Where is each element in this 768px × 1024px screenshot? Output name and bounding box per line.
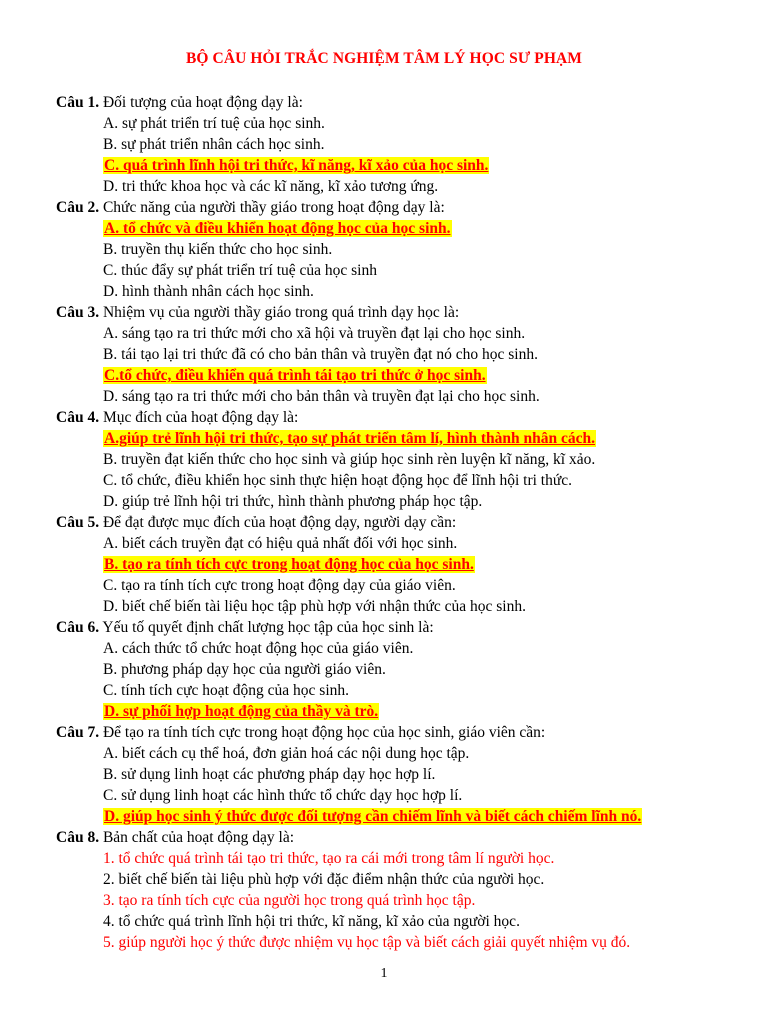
answer-option-text: B. tái tạo lại tri thức đã có cho bản thân và truyền đạt nó cho học sinh. <box>103 346 538 363</box>
question-text: Mục đích của hoạt động dạy là: <box>102 409 299 426</box>
question-text: Để đạt được mục đích của hoạt động dạy, người dạy cần: <box>102 514 457 531</box>
answer-option-text: B. truyền thụ kiến thức cho học sinh. <box>103 241 333 258</box>
answer-option <box>56 449 746 470</box>
answer-option-text: D. sáng tạo ra tri thức mới cho bản thân và truyền đạt lại cho học sinh. <box>103 388 540 405</box>
question-label: Câu 1. <box>56 94 100 111</box>
page-number: 1 <box>380 966 388 981</box>
question-stem <box>56 197 746 218</box>
question-label: Câu 3. <box>56 304 100 321</box>
answer-option <box>56 491 746 512</box>
question-stem <box>56 722 746 743</box>
answer-option <box>56 764 746 785</box>
question-text: Yếu tố quyết định chất lượng học tập của học sinh là: <box>102 619 434 636</box>
answer-option-text: C. tạo ra tính tích cực trong hoạt động dạy của giáo viên. <box>103 577 456 594</box>
answer-option-text: 2. biết chế biến tài liệu phù hợp với đặc điểm nhận thức của người học. <box>103 871 545 888</box>
question-label: Câu 2. <box>56 199 100 216</box>
answer-option <box>56 869 746 890</box>
answer-option-correct <box>56 428 746 449</box>
question-text: Chức năng của người thầy giáo trong hoạt động dạy là: <box>102 199 445 216</box>
answer-option-text: B. sự phát triển nhân cách học sinh. <box>103 136 325 153</box>
answer-option-correct <box>56 365 746 386</box>
answer-option <box>56 785 746 806</box>
answer-option-text: 3. tạo ra tính tích cực của người học trong quá trình học tập. <box>103 892 476 909</box>
answer-option <box>56 680 746 701</box>
question-stem <box>56 827 746 848</box>
question-label: Câu 5. <box>56 514 100 531</box>
answer-option <box>56 575 746 596</box>
answer-option-text: C.tổ chức, điều khiển quá trình tái tạo tri thức ở học sinh. <box>104 367 486 384</box>
question-block <box>56 197 746 302</box>
answer-option <box>56 281 746 302</box>
answer-option-text: D. hình thành nhân cách học sinh. <box>103 283 314 300</box>
question-stem <box>56 92 746 113</box>
question-block <box>56 92 746 197</box>
question-label: Câu 4. <box>56 409 100 426</box>
question-text: Đối tượng của hoạt động dạy là: <box>102 94 303 111</box>
answer-option <box>56 113 746 134</box>
answer-option-text: D. sự phối hợp hoạt động của thầy và trò. <box>104 703 379 720</box>
answer-option-text: C. tính tích cực hoạt động của học sinh. <box>103 682 350 699</box>
question-stem <box>56 407 746 428</box>
answer-option-text: C. thúc đẩy sự phát triển trí tuệ của học sinh <box>103 262 377 279</box>
question-text: Nhiệm vụ của người thầy giáo trong quá trình dạy học là: <box>102 304 460 321</box>
answer-option-text: C. tổ chức, điều khiển học sinh thực hiện hoạt động học để lĩnh hội tri thức. <box>103 472 573 489</box>
answer-option-correct <box>56 155 746 176</box>
question-label: Câu 8. <box>56 829 100 846</box>
question-block <box>56 722 746 827</box>
answer-option <box>56 848 746 869</box>
answer-option <box>56 344 746 365</box>
answer-option-text: A. biết cách truyền đạt có hiệu quả nhất đối với học sinh. <box>103 535 458 552</box>
answer-option-text: 5. giúp người học ý thức được nhiệm vụ học tập và biết cách giải quyết nhiệm vụ đó. <box>103 934 631 951</box>
question-block <box>56 512 746 617</box>
answer-option <box>56 470 746 491</box>
question-block <box>56 827 746 953</box>
answer-option-text: A. sự phát triển trí tuệ của học sinh. <box>103 115 325 132</box>
answer-option <box>56 386 746 407</box>
answer-option-text: B. truyền đạt kiến thức cho học sinh và giúp học sinh rèn luyện kĩ năng, kĩ xảo. <box>103 451 596 468</box>
question-stem <box>56 512 746 533</box>
question-stem <box>56 617 746 638</box>
answer-option <box>56 323 746 344</box>
answer-option-correct <box>56 554 746 575</box>
answer-option <box>56 890 746 911</box>
question-block <box>56 302 746 407</box>
answer-option-text: A. sáng tạo ra tri thức mới cho xã hội và truyền đạt lại cho học sinh. <box>103 325 526 342</box>
answer-option-text: A. tổ chức và điều khiển hoạt động học của học sinh. <box>104 220 451 237</box>
answer-option-correct <box>56 218 746 239</box>
answer-option <box>56 596 746 617</box>
answer-option-text: B. sử dụng linh hoạt các phương pháp dạy học hợp lí. <box>103 766 436 783</box>
answer-option-text: A.giúp trẻ lĩnh hội tri thức, tạo sự phát triển tâm lí, hình thành nhân cách. <box>104 430 595 447</box>
answer-option <box>56 638 746 659</box>
answer-option-text: 1. tổ chức quá trình tái tạo tri thức, tạo ra cái mới trong tâm lí người học. <box>103 850 555 867</box>
answer-option-text: D. biết chế biến tài liệu học tập phù hợp với nhận thức của học sinh. <box>103 598 526 615</box>
answer-option <box>56 911 746 932</box>
answer-option <box>56 932 746 953</box>
answer-option-correct <box>56 806 746 827</box>
question-block <box>56 407 746 512</box>
answer-option-correct <box>56 701 746 722</box>
answer-option-text: A. biết cách cụ thể hoá, đơn giản hoá các nội dung học tập. <box>103 745 470 762</box>
question-label: Câu 7. <box>56 724 100 741</box>
answer-option <box>56 176 746 197</box>
answer-option-text: B. tạo ra tính tích cực trong hoạt động học của học sinh. <box>104 556 474 573</box>
answer-option-text: 4. tổ chức quá trình lĩnh hội tri thức, kĩ năng, kĩ xảo của người học. <box>103 913 520 930</box>
answer-option-text: D. giúp trẻ lĩnh hội tri thức, hình thành phương pháp học tập. <box>103 493 483 510</box>
answer-option <box>56 743 746 764</box>
question-block <box>56 617 746 722</box>
question-label: Câu 6. <box>56 619 100 636</box>
question-stem <box>56 302 746 323</box>
answer-option <box>56 260 746 281</box>
answer-option-text: A. cách thức tổ chức hoạt động học của giáo viên. <box>103 640 414 657</box>
answer-option-text: C. sử dụng linh hoạt các hình thức tổ chức dạy học hợp lí. <box>103 787 463 804</box>
answer-option <box>56 533 746 554</box>
question-list <box>56 92 746 953</box>
answer-option-text: D. giúp học sinh ý thức được đối tượng cần chiếm lĩnh và biết cách chiếm lĩnh nó. <box>104 808 642 825</box>
question-text: Để tạo ra tính tích cực trong hoạt động học của học sinh, giáo viên cần: <box>102 724 546 741</box>
answer-option-text: D. tri thức khoa học và các kĩ năng, kĩ xảo tương ứng. <box>103 178 439 195</box>
document-title: BỘ CÂU HỎI TRẮC NGHIỆM TÂM LÝ HỌC SƯ PHẠM <box>185 50 583 67</box>
answer-option <box>56 239 746 260</box>
answer-option-text: B. phương pháp dạy học của người giáo viên. <box>103 661 386 678</box>
question-text: Bản chất của hoạt động dạy là: <box>102 829 295 846</box>
answer-option <box>56 134 746 155</box>
answer-option-text: C. quá trình lĩnh hội tri thức, kĩ năng, kĩ xảo của học sinh. <box>104 157 489 174</box>
answer-option <box>56 659 746 680</box>
